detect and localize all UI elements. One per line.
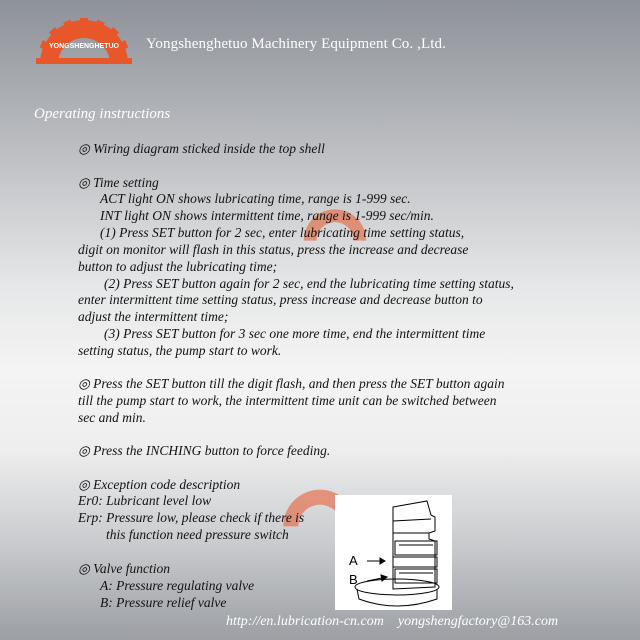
- company-logo: [36, 18, 132, 66]
- logo-text: YONGSHENGHETUO: [48, 43, 120, 50]
- pump-diagram: [335, 495, 452, 610]
- instruction-line: ◎ Valve function: [78, 561, 171, 576]
- instruction-line: (3) Press SET button for 3 sec one more time, end the intermittent time: [104, 326, 486, 341]
- instruction-line: enter intermittent time setting status, press increase and decrease button to: [78, 292, 483, 307]
- instruction-line: (1) Press SET button for 2 sec, enter lubricating time setting status,: [100, 225, 465, 240]
- instruction-line: ◎ Press the SET button till the digit flash, and then press the SET button again: [78, 376, 505, 391]
- valve-label-a: A: [349, 553, 358, 568]
- valve-label-b: B: [349, 572, 358, 587]
- instruction-line: ACT light ON shows lubricating time, range is 1-999 sec.: [100, 191, 411, 206]
- instruction-line: (2) Press SET button again for 2 sec, end the lubricating time setting status,: [104, 276, 514, 291]
- website-link[interactable]: http://en.lubrication-cn.com: [226, 614, 384, 629]
- instruction-line: ◎ Wiring diagram sticked inside the top shell: [78, 141, 325, 156]
- instruction-line: ◎ Time setting: [78, 175, 159, 190]
- instruction-line: till the pump start to work, the intermittent time unit can be switched between: [78, 393, 497, 408]
- instruction-line: B: Pressure relief valve: [100, 595, 227, 610]
- instruction-line: Erp: Pressure low, please check if there is: [78, 510, 305, 525]
- instruction-line: A: Pressure regulating valve: [100, 578, 255, 593]
- instruction-line: button to adjust the lubricating time;: [78, 259, 278, 274]
- instruction-line: digit on monitor will flash in this status, press the increase and decrease: [78, 242, 469, 257]
- instruction-line: INT light ON shows intermittent time, range is 1-999 sec/min.: [100, 208, 434, 223]
- instruction-line: adjust the intermittent time;: [78, 309, 229, 324]
- instruction-line: sec and min.: [78, 410, 146, 425]
- instruction-line: this function need pressure switch: [106, 527, 289, 542]
- section-title: Operating instructions: [34, 106, 171, 122]
- email-link[interactable]: yongshengfactory@163.com: [397, 614, 559, 629]
- instruction-line: ◎ Exception code description: [78, 477, 241, 492]
- instruction-line: ◎ Press the INCHING button to force feeding.: [78, 443, 331, 458]
- instruction-line: Er0: Lubricant level low: [78, 493, 212, 508]
- company-name: Yongshenghetuo Machinery Equipment Co. ,Ltd.: [146, 36, 446, 52]
- instruction-line: setting status, the pump start to work.: [78, 343, 282, 358]
- footer-contact: [226, 614, 558, 630]
